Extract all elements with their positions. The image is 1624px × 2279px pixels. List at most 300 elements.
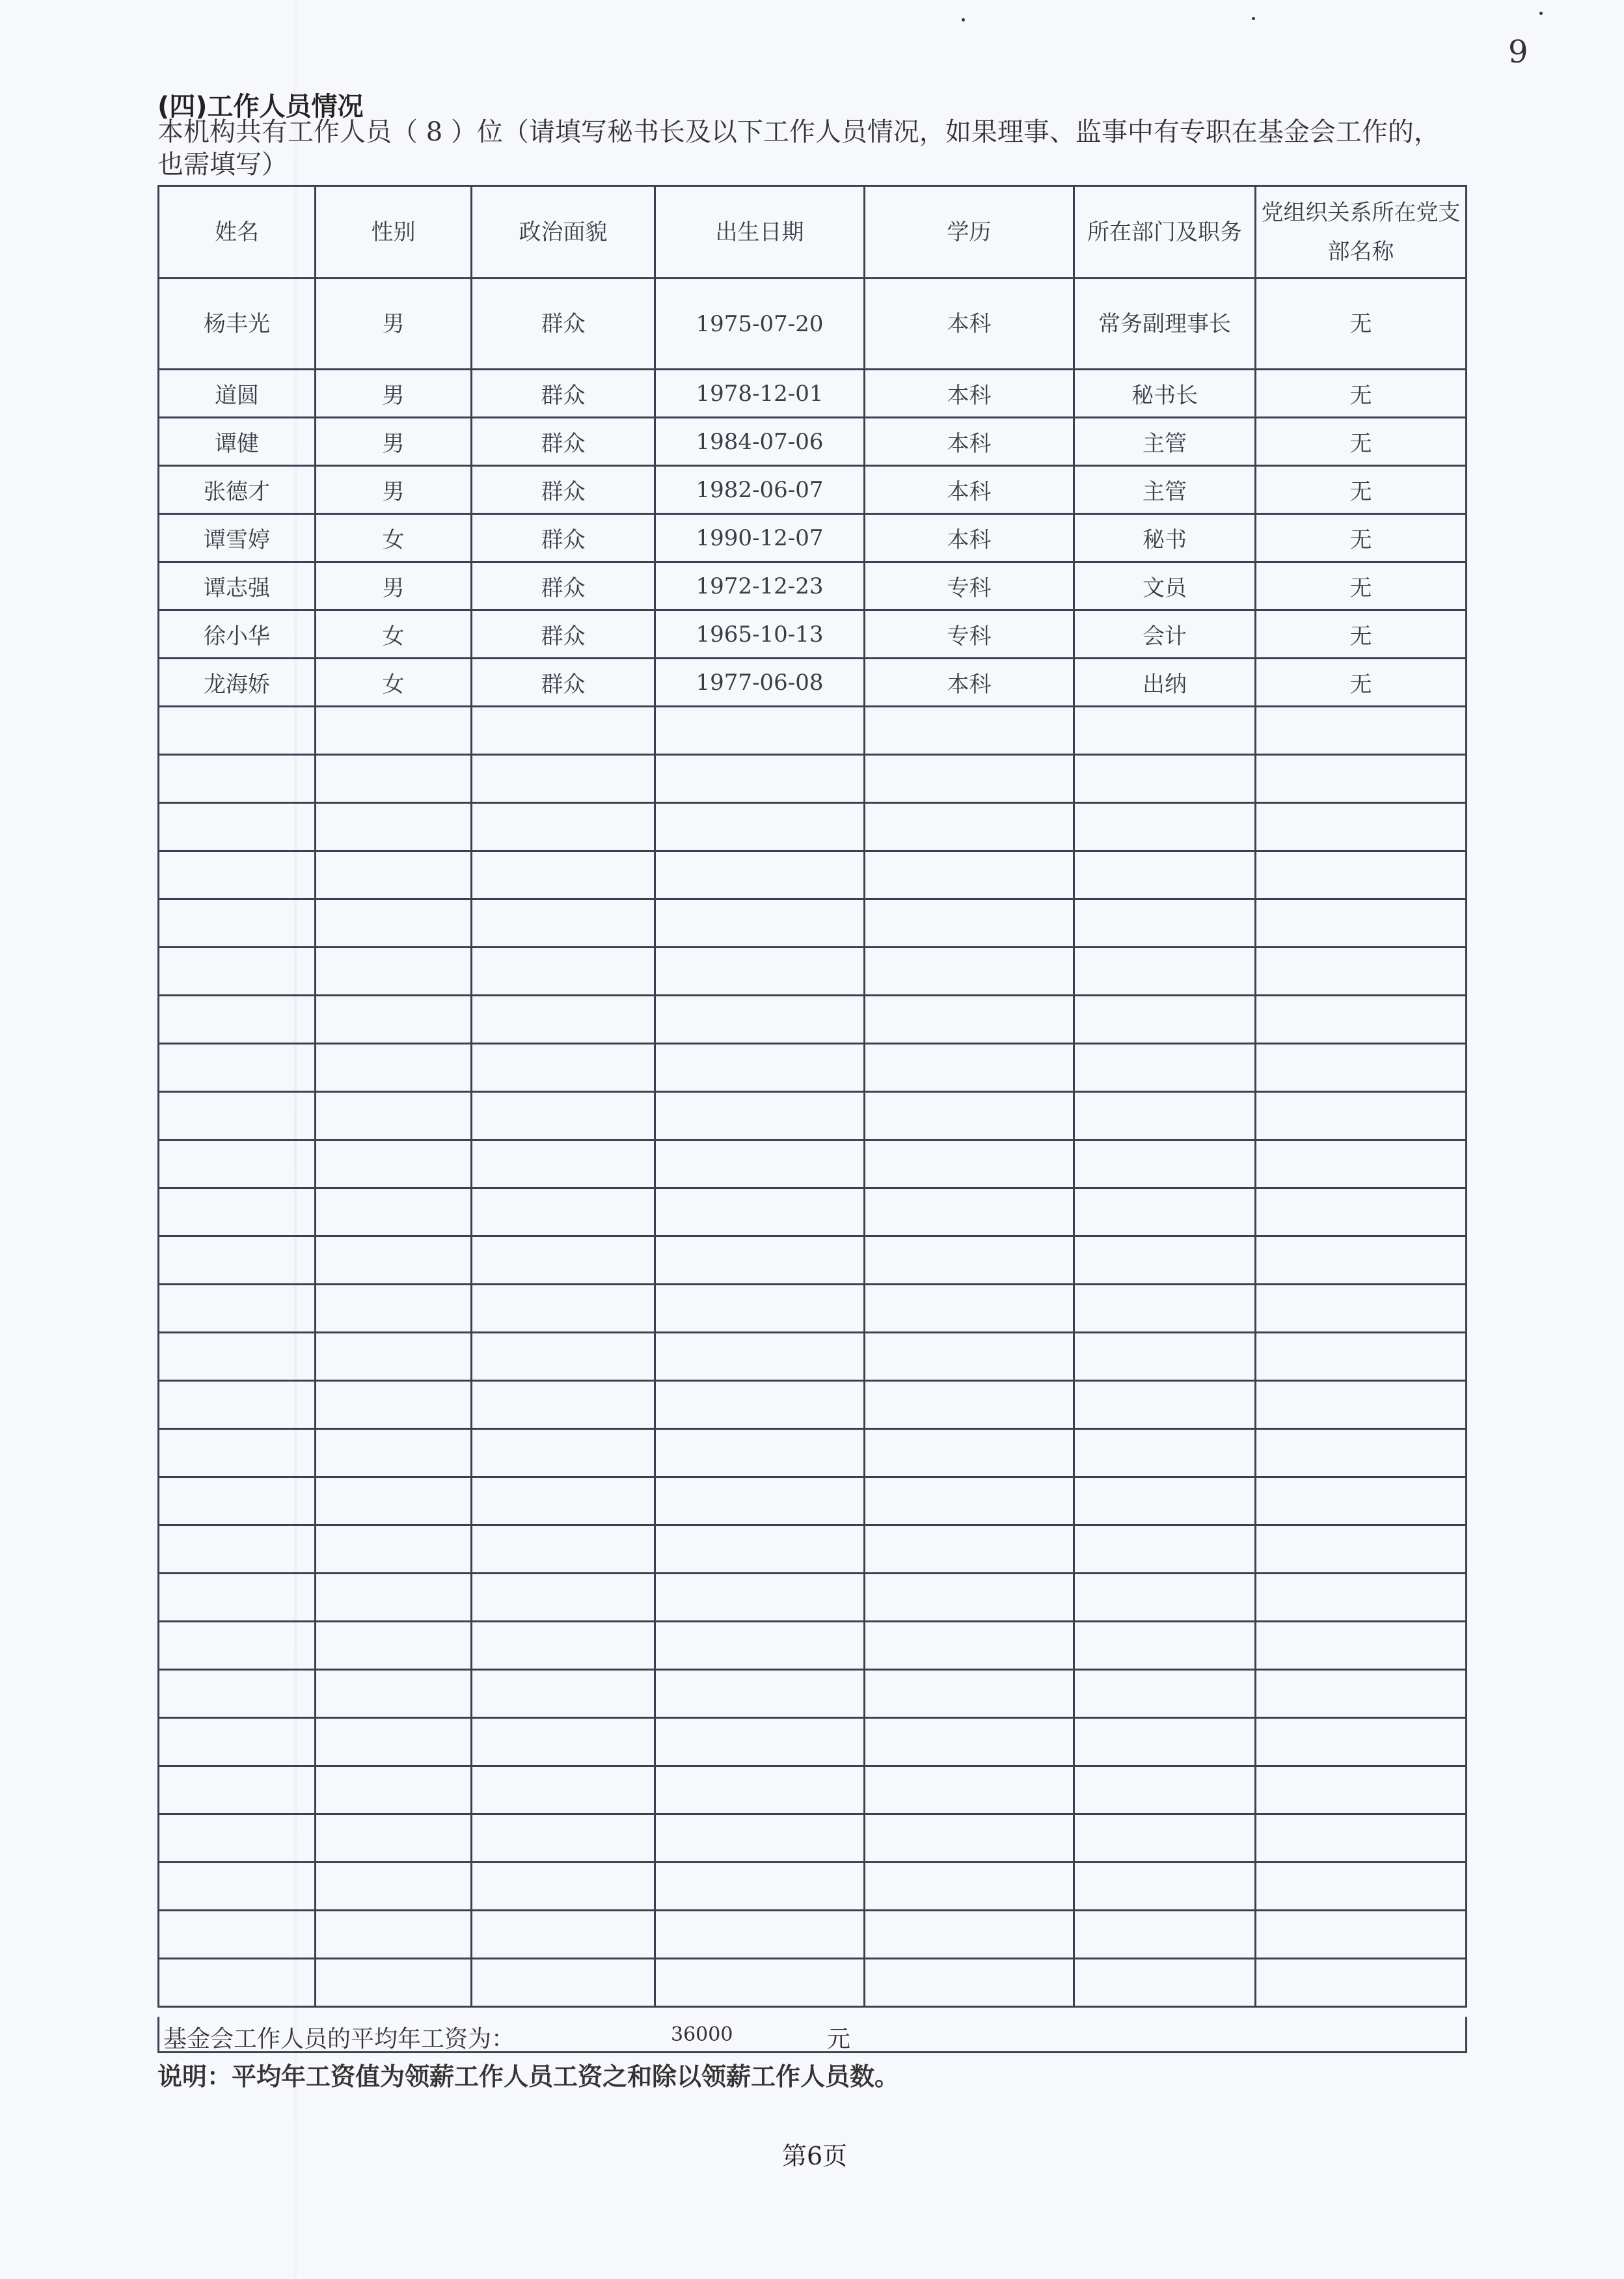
empty-cell xyxy=(1074,948,1256,996)
empty-cell xyxy=(1256,1092,1467,1140)
cell-education: 本科 xyxy=(865,659,1074,707)
cell-birth-date: 1975-07-20 xyxy=(655,279,865,370)
cell-political-status: 群众 xyxy=(472,279,655,370)
cell-political-status: 群众 xyxy=(472,370,655,418)
empty-cell xyxy=(865,1236,1074,1285)
empty-cell xyxy=(1074,1140,1256,1188)
empty-cell xyxy=(316,1525,472,1574)
empty-cell xyxy=(655,803,865,851)
empty-table-row xyxy=(159,1863,1467,1911)
empty-cell xyxy=(1074,1092,1256,1140)
cell-education: 本科 xyxy=(865,514,1074,562)
empty-cell xyxy=(472,1718,655,1766)
cell-birth-date: 1977-06-08 xyxy=(655,659,865,707)
empty-cell xyxy=(472,1044,655,1092)
empty-cell xyxy=(1074,1285,1256,1333)
empty-cell xyxy=(865,1285,1074,1333)
empty-cell xyxy=(316,1188,472,1236)
empty-cell xyxy=(472,1092,655,1140)
empty-cell xyxy=(316,1574,472,1622)
empty-cell xyxy=(655,1044,865,1092)
empty-cell xyxy=(655,1285,865,1333)
empty-cell xyxy=(316,899,472,948)
empty-cell xyxy=(472,948,655,996)
empty-cell xyxy=(472,1236,655,1285)
cell-birth-date: 1982-06-07 xyxy=(655,466,865,514)
empty-cell xyxy=(472,803,655,851)
empty-cell xyxy=(655,1766,865,1814)
empty-cell xyxy=(865,1044,1074,1092)
empty-cell xyxy=(316,851,472,899)
empty-cell xyxy=(1256,1381,1467,1429)
empty-cell xyxy=(865,1333,1074,1381)
empty-cell xyxy=(1074,1911,1256,1959)
empty-cell xyxy=(316,1766,472,1814)
empty-cell xyxy=(316,1863,472,1911)
empty-cell xyxy=(1256,1188,1467,1236)
empty-cell xyxy=(1074,1381,1256,1429)
empty-table-row xyxy=(159,1429,1467,1477)
empty-cell xyxy=(655,1525,865,1574)
cell-political-status: 群众 xyxy=(472,418,655,466)
empty-table-row xyxy=(159,755,1467,803)
table-row xyxy=(159,562,1467,610)
empty-table-row xyxy=(159,1574,1467,1622)
empty-table-row xyxy=(159,1381,1467,1429)
empty-cell xyxy=(655,707,865,755)
scan-speck xyxy=(962,18,965,21)
empty-cell xyxy=(865,899,1074,948)
empty-cell xyxy=(1256,1525,1467,1574)
empty-cell xyxy=(1074,851,1256,899)
empty-cell xyxy=(655,1092,865,1140)
empty-cell xyxy=(316,1092,472,1140)
empty-table-row xyxy=(159,948,1467,996)
cell-party-branch: 无 xyxy=(1256,562,1467,610)
empty-table-row xyxy=(159,1092,1467,1140)
empty-cell xyxy=(865,1525,1074,1574)
cell-department-position: 常务副理事长 xyxy=(1074,279,1256,370)
empty-cell xyxy=(865,1188,1074,1236)
cell-name: 杨丰光 xyxy=(159,279,316,370)
empty-cell xyxy=(472,1814,655,1863)
empty-cell xyxy=(316,1814,472,1863)
empty-cell xyxy=(316,1622,472,1670)
empty-cell xyxy=(865,1477,1074,1525)
empty-table-row xyxy=(159,1477,1467,1525)
cell-education: 本科 xyxy=(865,418,1074,466)
empty-table-row xyxy=(159,1140,1467,1188)
empty-cell xyxy=(472,755,655,803)
empty-cell xyxy=(655,1477,865,1525)
cell-education: 本科 xyxy=(865,370,1074,418)
empty-cell xyxy=(865,1911,1074,1959)
salary-value: 36000 xyxy=(671,2023,733,2046)
cell-party-branch: 无 xyxy=(1256,659,1467,707)
empty-cell xyxy=(159,755,316,803)
empty-cell xyxy=(472,1911,655,1959)
empty-cell xyxy=(1256,1333,1467,1381)
empty-cell xyxy=(316,1285,472,1333)
cell-name: 张德才 xyxy=(159,466,316,514)
empty-table-row xyxy=(159,899,1467,948)
empty-cell xyxy=(865,851,1074,899)
empty-cell xyxy=(655,1236,865,1285)
empty-cell xyxy=(159,1477,316,1525)
cell-gender: 女 xyxy=(316,514,472,562)
empty-cell xyxy=(1074,899,1256,948)
empty-cell xyxy=(1256,1863,1467,1911)
empty-table-row xyxy=(159,851,1467,899)
empty-cell xyxy=(1074,1959,1256,2007)
header-birth-date: 出生日期 xyxy=(655,186,865,279)
intro-text: 本机构共有工作人员（ 8 ）位（请填写秘书长及以下工作人员情况，如果理事、监事中有专职在基金会工作的，也需填写） xyxy=(157,117,1440,180)
empty-cell xyxy=(316,1477,472,1525)
header-department-position: 所在部门及职务 xyxy=(1074,186,1256,279)
empty-cell xyxy=(472,1959,655,2007)
empty-table-row xyxy=(159,1188,1467,1236)
empty-cell xyxy=(472,1863,655,1911)
empty-cell xyxy=(1256,1429,1467,1477)
empty-cell xyxy=(1074,755,1256,803)
empty-cell xyxy=(1256,1959,1467,2007)
empty-cell xyxy=(1074,1477,1256,1525)
note-text: 说明：平均年工资值为领薪工作人员工资之和除以领薪工作人员数。 xyxy=(157,2062,900,2091)
empty-cell xyxy=(159,1766,316,1814)
empty-cell xyxy=(865,707,1074,755)
empty-cell xyxy=(655,948,865,996)
empty-cell xyxy=(1074,1766,1256,1814)
empty-cell xyxy=(655,996,865,1044)
empty-cell xyxy=(472,996,655,1044)
scan-speck xyxy=(1539,12,1543,15)
empty-table-row xyxy=(159,1766,1467,1814)
cell-department-position: 主管 xyxy=(1074,418,1256,466)
empty-cell xyxy=(1256,851,1467,899)
salary-row xyxy=(157,2017,1467,2053)
empty-cell xyxy=(1256,1285,1467,1333)
cell-birth-date: 1972-12-23 xyxy=(655,562,865,610)
cell-birth-date: 1978-12-01 xyxy=(655,370,865,418)
empty-cell xyxy=(316,1718,472,1766)
table-row xyxy=(159,370,1467,418)
empty-cell xyxy=(1256,1911,1467,1959)
cell-name: 谭志强 xyxy=(159,562,316,610)
empty-cell xyxy=(159,851,316,899)
empty-table-row xyxy=(159,1236,1467,1285)
page-number: 9 xyxy=(1508,34,1528,70)
empty-cell xyxy=(472,1140,655,1188)
empty-cell xyxy=(1256,707,1467,755)
empty-cell xyxy=(865,948,1074,996)
empty-cell xyxy=(655,755,865,803)
empty-cell xyxy=(1074,1718,1256,1766)
empty-cell xyxy=(316,1140,472,1188)
empty-cell xyxy=(1256,1574,1467,1622)
empty-table-row xyxy=(159,1622,1467,1670)
empty-cell xyxy=(316,1044,472,1092)
empty-cell xyxy=(159,996,316,1044)
empty-cell xyxy=(1074,1188,1256,1236)
empty-cell xyxy=(472,1670,655,1718)
empty-cell xyxy=(1074,1670,1256,1718)
empty-cell xyxy=(1074,707,1256,755)
cell-education: 本科 xyxy=(865,466,1074,514)
empty-cell xyxy=(655,1140,865,1188)
cell-department-position: 秘书长 xyxy=(1074,370,1256,418)
empty-cell xyxy=(159,1140,316,1188)
cell-party-branch: 无 xyxy=(1256,279,1467,370)
page-footer: 第6页 xyxy=(782,2142,848,2170)
cell-name: 谭健 xyxy=(159,418,316,466)
empty-cell xyxy=(1256,1044,1467,1092)
empty-cell xyxy=(159,1863,316,1911)
staff-table xyxy=(157,185,1467,2008)
empty-cell xyxy=(159,1381,316,1429)
empty-cell xyxy=(316,1670,472,1718)
cell-political-status: 群众 xyxy=(472,514,655,562)
cell-political-status: 群众 xyxy=(472,659,655,707)
empty-cell xyxy=(655,1381,865,1429)
empty-cell xyxy=(1256,1670,1467,1718)
empty-cell xyxy=(865,1863,1074,1911)
cell-education: 本科 xyxy=(865,279,1074,370)
empty-cell xyxy=(1074,1574,1256,1622)
empty-cell xyxy=(316,755,472,803)
header-name: 姓名 xyxy=(159,186,316,279)
scan-speck xyxy=(1252,17,1255,20)
empty-cell xyxy=(159,899,316,948)
cell-name: 龙海娇 xyxy=(159,659,316,707)
empty-cell xyxy=(159,1429,316,1477)
empty-cell xyxy=(1256,899,1467,948)
cell-department-position: 主管 xyxy=(1074,466,1256,514)
empty-cell xyxy=(472,1525,655,1574)
empty-table-row xyxy=(159,803,1467,851)
empty-cell xyxy=(316,803,472,851)
cell-gender: 男 xyxy=(316,370,472,418)
empty-cell xyxy=(472,899,655,948)
empty-cell xyxy=(1074,996,1256,1044)
empty-cell xyxy=(1074,1044,1256,1092)
empty-cell xyxy=(655,1814,865,1863)
header-political-status: 政治面貌 xyxy=(472,186,655,279)
empty-cell xyxy=(865,803,1074,851)
salary-label: 基金会工作人员的平均年工资为： xyxy=(163,2026,515,2053)
cell-gender: 男 xyxy=(316,562,472,610)
empty-cell xyxy=(655,1333,865,1381)
empty-cell xyxy=(1256,1236,1467,1285)
empty-cell xyxy=(472,1333,655,1381)
empty-cell xyxy=(472,851,655,899)
empty-cell xyxy=(159,1959,316,2007)
table-row xyxy=(159,279,1467,370)
empty-cell xyxy=(316,1381,472,1429)
section-title: (四)工作人员情况 xyxy=(157,92,364,122)
cell-political-status: 群众 xyxy=(472,466,655,514)
empty-cell xyxy=(1256,1477,1467,1525)
empty-cell xyxy=(472,1429,655,1477)
empty-cell xyxy=(865,1670,1074,1718)
empty-cell xyxy=(472,1477,655,1525)
empty-cell xyxy=(159,1814,316,1863)
empty-cell xyxy=(655,1670,865,1718)
cell-gender: 男 xyxy=(316,418,472,466)
empty-cell xyxy=(472,707,655,755)
empty-cell xyxy=(655,1622,865,1670)
empty-cell xyxy=(1074,1863,1256,1911)
empty-cell xyxy=(865,1814,1074,1863)
empty-cell xyxy=(159,1911,316,1959)
table-row xyxy=(159,659,1467,707)
empty-cell xyxy=(159,1622,316,1670)
empty-cell xyxy=(655,1959,865,2007)
empty-cell xyxy=(1074,1525,1256,1574)
table-row xyxy=(159,514,1467,562)
empty-cell xyxy=(159,707,316,755)
empty-cell xyxy=(1256,1622,1467,1670)
cell-name: 道圆 xyxy=(159,370,316,418)
empty-table-row xyxy=(159,1333,1467,1381)
cell-gender: 女 xyxy=(316,659,472,707)
cell-political-status: 群众 xyxy=(472,562,655,610)
empty-cell xyxy=(1074,1622,1256,1670)
empty-table-row xyxy=(159,1911,1467,1959)
empty-cell xyxy=(1256,1718,1467,1766)
empty-cell xyxy=(316,1429,472,1477)
empty-cell xyxy=(1074,803,1256,851)
header-party-branch: 党组织关系所在党支部名称 xyxy=(1256,186,1467,279)
empty-table-row xyxy=(159,1959,1467,2007)
empty-cell xyxy=(159,1092,316,1140)
empty-cell xyxy=(655,1718,865,1766)
empty-cell xyxy=(1256,1814,1467,1863)
cell-party-branch: 无 xyxy=(1256,418,1467,466)
empty-cell xyxy=(1074,1333,1256,1381)
empty-table-row xyxy=(159,1044,1467,1092)
cell-education: 专科 xyxy=(865,562,1074,610)
empty-table-row xyxy=(159,1718,1467,1766)
cell-name: 谭雪婷 xyxy=(159,514,316,562)
empty-cell xyxy=(472,1574,655,1622)
empty-cell xyxy=(865,1766,1074,1814)
empty-cell xyxy=(159,1044,316,1092)
cell-department-position: 会计 xyxy=(1074,610,1256,659)
empty-cell xyxy=(159,803,316,851)
empty-cell xyxy=(1256,996,1467,1044)
empty-cell xyxy=(472,1622,655,1670)
empty-cell xyxy=(865,996,1074,1044)
cell-party-branch: 无 xyxy=(1256,466,1467,514)
empty-cell xyxy=(865,1574,1074,1622)
cell-political-status: 群众 xyxy=(472,610,655,659)
empty-table-row xyxy=(159,1285,1467,1333)
cell-birth-date: 1965-10-13 xyxy=(655,610,865,659)
empty-cell xyxy=(159,1285,316,1333)
empty-cell xyxy=(1256,948,1467,996)
empty-cell xyxy=(1256,755,1467,803)
empty-cell xyxy=(159,1333,316,1381)
empty-cell xyxy=(316,948,472,996)
empty-cell xyxy=(159,1188,316,1236)
cell-party-branch: 无 xyxy=(1256,514,1467,562)
empty-cell xyxy=(865,1092,1074,1140)
cell-gender: 女 xyxy=(316,610,472,659)
empty-cell xyxy=(655,1911,865,1959)
empty-table-row xyxy=(159,707,1467,755)
empty-cell xyxy=(655,1429,865,1477)
empty-cell xyxy=(655,1574,865,1622)
empty-cell xyxy=(316,1959,472,2007)
empty-table-row xyxy=(159,1814,1467,1863)
table-row xyxy=(159,418,1467,466)
empty-cell xyxy=(865,1140,1074,1188)
empty-cell xyxy=(159,1718,316,1766)
empty-cell xyxy=(472,1188,655,1236)
cell-education: 专科 xyxy=(865,610,1074,659)
empty-cell xyxy=(159,1670,316,1718)
empty-cell xyxy=(865,755,1074,803)
empty-table-row xyxy=(159,1670,1467,1718)
empty-cell xyxy=(1256,803,1467,851)
empty-cell xyxy=(655,851,865,899)
empty-cell xyxy=(316,1911,472,1959)
empty-cell xyxy=(1256,1766,1467,1814)
empty-cell xyxy=(316,1333,472,1381)
empty-cell xyxy=(316,1236,472,1285)
empty-table-row xyxy=(159,996,1467,1044)
cell-gender: 男 xyxy=(316,279,472,370)
header-gender: 性别 xyxy=(316,186,472,279)
table-row xyxy=(159,466,1467,514)
cell-party-branch: 无 xyxy=(1256,610,1467,659)
empty-cell xyxy=(865,1622,1074,1670)
empty-cell xyxy=(1074,1429,1256,1477)
empty-cell xyxy=(655,899,865,948)
cell-department-position: 出纳 xyxy=(1074,659,1256,707)
empty-cell xyxy=(865,1959,1074,2007)
empty-table-row xyxy=(159,1525,1467,1574)
empty-cell xyxy=(1256,1140,1467,1188)
empty-cell xyxy=(316,996,472,1044)
empty-cell xyxy=(159,1236,316,1285)
empty-cell xyxy=(159,948,316,996)
table-row xyxy=(159,610,1467,659)
cell-department-position: 文员 xyxy=(1074,562,1256,610)
empty-cell xyxy=(1074,1814,1256,1863)
cell-name: 徐小华 xyxy=(159,610,316,659)
empty-cell xyxy=(655,1188,865,1236)
empty-cell xyxy=(1074,1236,1256,1285)
salary-unit: 元 xyxy=(827,2026,851,2053)
empty-cell xyxy=(655,1863,865,1911)
empty-cell xyxy=(865,1718,1074,1766)
empty-cell xyxy=(472,1766,655,1814)
empty-cell xyxy=(159,1525,316,1574)
empty-cell xyxy=(472,1381,655,1429)
cell-birth-date: 1984-07-06 xyxy=(655,418,865,466)
header-education: 学历 xyxy=(865,186,1074,279)
cell-gender: 男 xyxy=(316,466,472,514)
empty-cell xyxy=(472,1285,655,1333)
cell-department-position: 秘书 xyxy=(1074,514,1256,562)
cell-birth-date: 1990-12-07 xyxy=(655,514,865,562)
empty-cell xyxy=(865,1429,1074,1477)
empty-cell xyxy=(159,1574,316,1622)
cell-party-branch: 无 xyxy=(1256,370,1467,418)
empty-cell xyxy=(316,707,472,755)
table-header-row xyxy=(159,186,1467,279)
